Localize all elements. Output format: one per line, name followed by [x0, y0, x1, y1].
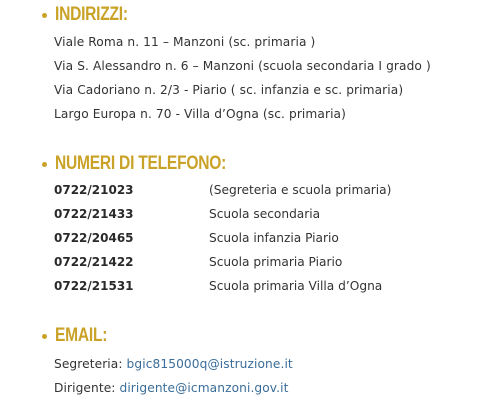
phone-description: Scuola infanzia Piario	[209, 231, 339, 245]
bullet-icon	[42, 13, 47, 18]
phone-number[interactable]: 0722/21023	[54, 183, 134, 197]
phones-heading-text: NUMERI DI TELEFONO:	[55, 153, 227, 174]
phone-description: (Segreteria e scuola primaria)	[209, 183, 392, 197]
email-link-segreteria[interactable]: bgic815000q@istruzione.it	[126, 357, 293, 371]
addresses-heading-text: INDIRIZZI:	[55, 4, 128, 25]
bullet-icon	[42, 334, 47, 339]
phone-description: Scuola secondaria	[209, 207, 321, 221]
address-line: Via S. Alessandro n. 6 – Manzoni (scuola secondaria I grado )	[54, 59, 431, 73]
address-line: Via Cadoriano n. 2/3 - Piario ( sc. infanzia e sc. primaria)	[54, 83, 404, 97]
email-section	[0, 323, 495, 349]
address-line: Largo Europa n. 70 - Villa d’Ogna (sc. primaria)	[54, 107, 346, 121]
addresses-section	[0, 2, 495, 28]
phones-section	[0, 151, 495, 177]
phones-heading	[0, 151, 495, 177]
addresses-heading	[0, 2, 495, 28]
email-label: Segreteria:	[54, 357, 127, 371]
phone-description: Scuola primaria Villa d’Ogna	[209, 279, 383, 293]
phone-number[interactable]: 0722/21531	[54, 279, 134, 293]
email-row-dirigente	[54, 380, 289, 396]
bullet-icon	[42, 162, 47, 167]
address-line: Viale Roma n. 11 – Manzoni (sc. primaria )	[54, 35, 316, 49]
email-row-segreteria	[54, 356, 293, 372]
email-heading-text: EMAIL:	[55, 325, 108, 346]
phone-number[interactable]: 0722/20465	[54, 231, 134, 245]
phone-number[interactable]: 0722/21433	[54, 207, 134, 221]
phone-description: Scuola primaria Piario	[209, 255, 343, 269]
email-label: Dirigente:	[54, 381, 120, 395]
phone-number[interactable]: 0722/21422	[54, 255, 134, 269]
email-link-dirigente[interactable]: dirigente@icmanzoni.gov.it	[119, 381, 289, 395]
email-heading	[0, 323, 495, 349]
